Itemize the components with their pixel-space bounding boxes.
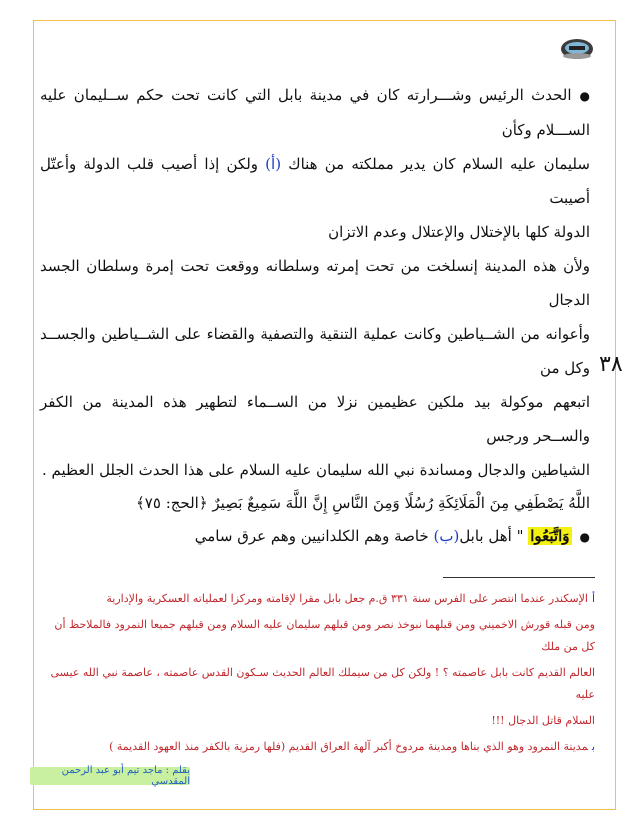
paragraph1-line2 — [40, 147, 590, 215]
footnote-b-text: مدينة النمرود وهو الذي بناها ومدينة مردوخ أكبر آلهة العراق القديم (فلها رمزية بالكفر منذ العهود القديمة ) — [109, 740, 588, 753]
decorative-emblem-icon — [560, 37, 594, 61]
paragraph2-line3: اتبعهم موكولة بيد ملكين عظيمين نزلا من الســماء لتطهير هذه المدينة من الكفر والســحر ورجس — [40, 393, 590, 445]
bullet-icon: ● — [579, 89, 590, 103]
item2-text-before: " أهل بابل — [459, 527, 524, 545]
paragraph1-line2-before: سليمان عليه السلام كان يدير مملكته من هناك — [288, 155, 590, 173]
bullet-icon: ● — [579, 530, 590, 544]
footnote-b-label: ب — [591, 740, 595, 753]
footnote-a-line2: ومن قبله قورش الاخميني ومن قبلهما نبوخذ نصر ومن قبلهم سليمان عليه السلام ومن قبلهم جميعا النمرود فالملاحظ أن كل من ملك — [54, 618, 595, 653]
paragraph1-line3: الدولة كلها بالإختلال والإعتلال وعدم الاتزان — [328, 223, 590, 241]
paragraph1-line1-text: الحدث الرئيس وشـــرارته كان في مدينة بابل التي كانت تحت حكم ســليمان عليه الســـلام وكأن — [40, 86, 590, 139]
highlighted-word: وَاتَّبَعُوا — [530, 527, 570, 545]
page-number: ٣٨ — [599, 352, 623, 377]
paragraph2-line4: الشياطين والدجال ومساندة نبي الله سليمان عليه السلام على هذا الحدث الجلل العظيم . — [41, 461, 590, 479]
footnote-ref-a[interactable]: (أ) — [265, 155, 282, 173]
paragraph2-line2: وأعوانه من الشــياطين وكانت عملية التنقية والتصفية والقضاء على الشــياطين والجســد وكل من — [40, 325, 590, 377]
paragraph1-line2-after: ولكن إذا أصيب قلب الدولة وأعتّل أصيبت — [40, 155, 590, 207]
main-text — [40, 78, 590, 554]
logo — [560, 37, 594, 61]
footnote-a-line3: العالم القديم كانت بابل عاصمته ؟ ! ولكن كل من سيملك العالم الحديث سـكون القدس عاصمته ، عاصمة نبي الله عيسى عليه — [50, 666, 595, 701]
paragraph2-line1: ولأن هذه المدينة إنسلخت من تحت إمرته وسلطانه ووقعت تحت إمرة وسلطان الجسد الدجال — [40, 257, 590, 309]
footnote-a-line1-text: الإسكندر عندما انتصر على الفرس سنة ٣٣١ ق.م جعل بابل مقرا لإقامته ومركزا لعملياته العسكرية والإدارية — [106, 592, 588, 605]
footnote-a-label: أ — [591, 592, 595, 605]
item2-text-after: خاصة وهم الكلدانيين وهم عرق سامي — [194, 527, 429, 545]
footnote-divider — [443, 577, 595, 578]
footnote-b — [40, 736, 595, 758]
footnotes — [40, 588, 595, 762]
footnote-a-line1 — [40, 588, 595, 610]
quran-verse: اللَّهُ يَصْطَفِي مِنَ الْمَلَائِكَةِ رُسُلًا وَمِنَ النَّاسِ إِنَّ اللَّهَ سَمِيعٌ بَصِيرٌ ﴿الحج: ٧٥﴾ — [136, 494, 590, 512]
footnote-ref-b[interactable]: (ب) — [433, 527, 460, 545]
paragraph1-line1 — [40, 78, 590, 147]
item2 — [40, 519, 590, 554]
footnote-a-line4: السلام قاتل الدجال !!! — [491, 714, 595, 727]
author-signature: بقلم : ماجد تيم أبو عبد الرحمن المقدسي — [30, 767, 190, 785]
